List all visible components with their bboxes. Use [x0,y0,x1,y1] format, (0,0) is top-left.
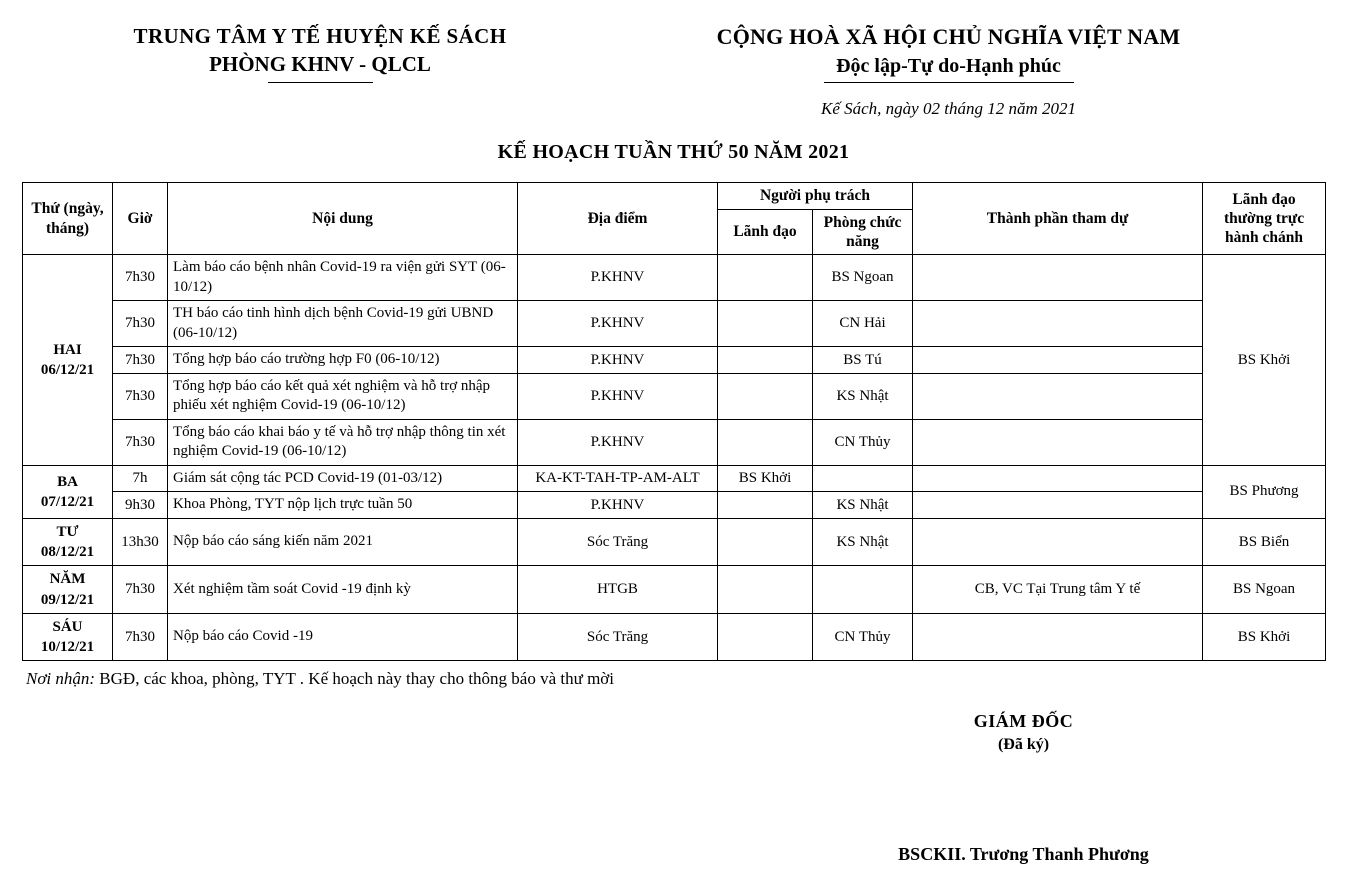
cell-place: HTGB [518,566,718,614]
organization-block [0,22,610,83]
cell-time: 9h30 [113,492,168,519]
cell-place: P.KHNV [518,255,718,301]
table-header-row-1 [23,183,1326,209]
table-row [23,301,1326,347]
cell-incharge-leader [718,518,813,566]
cell-incharge-dept: CN Thủy [813,613,913,661]
header-incharge-leader: Lãnh đạo [718,209,813,255]
table-row [23,518,1326,566]
national-heading-block [610,22,1347,119]
cell-day [23,613,113,661]
cell-incharge-leader [718,566,813,614]
header-time: Giờ [113,183,168,255]
cell-content: Tổng hợp báo cáo trường hợp F0 (06-10/12) [168,347,518,374]
cell-incharge-leader [718,347,813,374]
table-row [23,373,1326,419]
country-motto-underline [824,82,1074,84]
organization-name: TRUNG TÂM Y TẾ HUYỆN KẾ SÁCH [133,24,507,48]
cell-incharge-leader [718,613,813,661]
recipients-line [26,669,1347,689]
cell-content: Khoa Phòng, TYT nộp lịch trực tuần 50 [168,492,518,519]
cell-place: P.KHNV [518,301,718,347]
cell-incharge-dept: BS Ngoan [813,255,913,301]
cell-participants [913,347,1203,374]
header-content: Nội dung [168,183,518,255]
schedule-table-wrapper [22,182,1325,661]
table-row [23,613,1326,661]
cell-day [23,465,113,518]
recipients-label: Nơi nhận: [26,669,96,689]
header-duty-leader: Lãnh đạo thường trực hành chánh [1203,183,1326,255]
cell-incharge-dept: KS Nhật [813,492,913,519]
cell-day [23,255,113,466]
cell-incharge-leader [718,301,813,347]
cell-participants: CB, VC Tại Trung tâm Y tế [913,566,1203,614]
cell-duty-leader: BS Phương [1203,465,1326,518]
cell-time: 7h30 [113,347,168,374]
day-date: 09/12/21 [40,591,95,608]
cell-incharge-leader [718,492,813,519]
table-row [23,419,1326,465]
day-name: NĂM [49,571,86,588]
cell-content: Tổng báo cáo khai báo y tế và hỗ trợ nhập thông tin xét nghiệm Covid-19 (06-10/12) [168,419,518,465]
day-date: 08/12/21 [40,544,95,561]
cell-content: Nộp báo cáo Covid -19 [168,613,518,661]
cell-day [23,566,113,614]
cell-incharge-leader [718,373,813,419]
day-date: 10/12/21 [40,639,95,656]
cell-time: 13h30 [113,518,168,566]
department-name: PHÒNG KHNV - QLCL [209,52,431,77]
table-row [23,492,1326,519]
recipients-text: BGĐ, các khoa, phòng, TYT . Kế hoạch này thay cho thông báo và thư mời [99,669,615,689]
table-row [23,255,1326,301]
cell-duty-leader: BS Khởi [1203,255,1326,466]
signature-name: BSCKII. Trương Thanh Phương [898,844,1149,865]
cell-participants [913,492,1203,519]
cell-time: 7h30 [113,566,168,614]
cell-day [23,518,113,566]
signature-block [0,711,1347,865]
cell-time: 7h30 [113,301,168,347]
table-row [23,465,1326,492]
cell-content: Giám sát cộng tác PCD Covid-19 (01-03/12) [168,465,518,492]
cell-participants [913,419,1203,465]
cell-place: P.KHNV [518,419,718,465]
day-name: TƯ [56,523,79,540]
organization-underline [268,82,373,84]
cell-duty-leader: BS Khởi [1203,613,1326,661]
cell-participants [913,613,1203,661]
page-title: KẾ HOẠCH TUẦN THỨ 50 NĂM 2021 [497,141,850,164]
country-motto: Độc lập-Tự do-Hạnh phúc [836,54,1061,77]
day-date: 07/12/21 [40,493,95,510]
header-incharge-group: Người phụ trách [718,183,913,209]
cell-incharge-leader [718,255,813,301]
cell-duty-leader: BS Ngoan [1203,566,1326,614]
cell-content: Nộp báo cáo sáng kiến năm 2021 [168,518,518,566]
header-day: Thứ (ngày, tháng) [23,183,113,255]
cell-incharge-dept: KS Nhật [813,373,913,419]
day-name: SÁU [52,618,83,635]
cell-content: Xét nghiệm tầm soát Covid -19 định kỳ [168,566,518,614]
cell-incharge-dept [813,465,913,492]
header-place: Địa điểm [518,183,718,255]
cell-incharge-dept: KS Nhật [813,518,913,566]
cell-content: Tổng hợp báo cáo kết quả xét nghiệm và hỗ trợ nhập phiếu xét nghiệm Covid-19 (06-10/12) [168,373,518,419]
day-name: BA [57,473,78,490]
cell-place: P.KHNV [518,492,718,519]
signature-note: (Đã ký) [997,736,1050,754]
cell-incharge-dept: BS Tú [813,347,913,374]
cell-incharge-dept [813,566,913,614]
cell-content: Làm báo cáo bệnh nhân Covid-19 ra viện gửi SYT (06-10/12) [168,255,518,301]
day-name: HAI [53,341,82,358]
cell-participants [913,301,1203,347]
table-body [23,255,1326,661]
cell-time: 7h30 [113,255,168,301]
cell-place: P.KHNV [518,347,718,374]
cell-place: P.KHNV [518,373,718,419]
cell-place: Sóc Trăng [518,613,718,661]
cell-incharge-dept: CN Hải [813,301,913,347]
header-participants: Thành phần tham dự [913,183,1203,255]
day-date: 06/12/21 [40,362,95,379]
cell-time: 7h30 [113,419,168,465]
cell-time: 7h30 [113,373,168,419]
cell-participants [913,255,1203,301]
cell-duty-leader: BS Biển [1203,518,1326,566]
document-header [0,0,1347,119]
cell-incharge-dept: CN Thủy [813,419,913,465]
weekly-schedule-table [22,182,1326,661]
table-row [23,347,1326,374]
table-row [23,566,1326,614]
signature-title: GIÁM ĐỐC [973,711,1074,732]
place-and-date: Kế Sách, ngày 02 tháng 12 năm 2021 [821,99,1076,119]
cell-time: 7h30 [113,613,168,661]
cell-participants [913,465,1203,492]
cell-content: TH báo cáo tinh hình dịch bệnh Covid-19 gửi UBND (06-10/12) [168,301,518,347]
cell-time: 7h [113,465,168,492]
cell-participants [913,373,1203,419]
cell-place: Sóc Trăng [518,518,718,566]
cell-incharge-leader: BS Khởi [718,465,813,492]
cell-incharge-leader [718,419,813,465]
table-header [23,183,1326,255]
country-name: CỘNG HOÀ XÃ HỘI CHỦ NGHĨA VIỆT NAM [716,24,1181,49]
cell-participants [913,518,1203,566]
cell-place: KA-KT-TAH-TP-AM-ALT [518,465,718,492]
header-incharge-dept: Phòng chức năng [813,209,913,255]
